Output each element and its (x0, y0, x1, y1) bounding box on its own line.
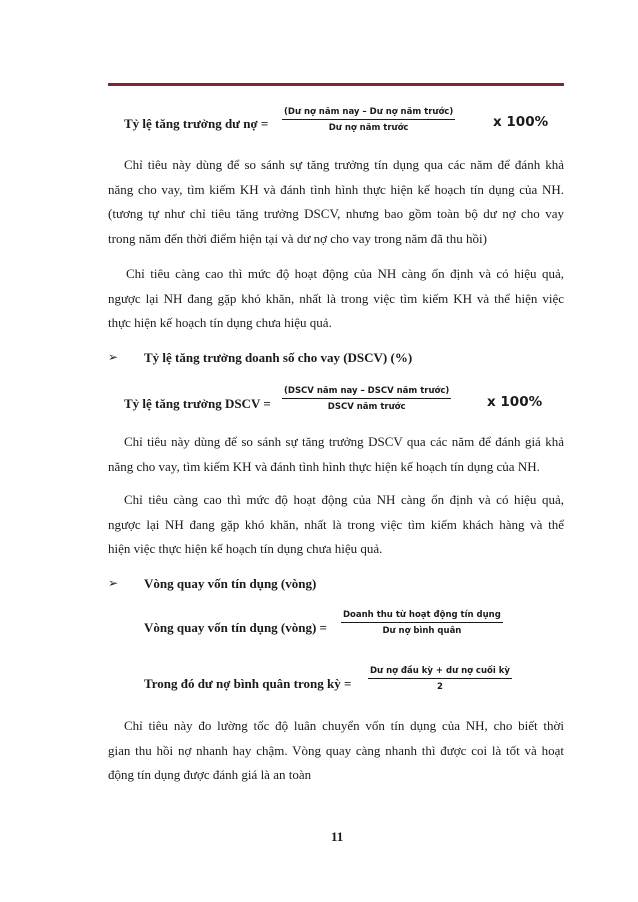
fraction-numerator: (Dư nợ năm nay – Dư nợ năm trước) (284, 107, 454, 117)
fraction-denominator: 2 (437, 682, 443, 692)
fraction-numerator: Dư nợ đầu kỳ + dư nợ cuối kỳ (370, 666, 510, 676)
fraction-denominator: Dư nợ bình quân (382, 626, 462, 636)
text-line: năng cho vay, tìm kiếm KH và đánh tình hình thực hiện kế hoạch tín dụng của NH. (108, 458, 540, 474)
paragraph-dscv-purpose (108, 430, 564, 479)
text-line: gian thu hồi nợ nhanh hay chậm. Vòng quay càng nhanh thì được coi là tốt và hoạt (108, 742, 564, 758)
paragraph-loan-growth-interpretation (108, 262, 564, 336)
heading-credit-turnover: Vòng quay vốn tín dụng (vòng) (144, 576, 317, 591)
text-line: Chỉ tiêu này dùng để so sánh sự tăng trưởng DSCV qua các năm để đánh giá khả (124, 434, 564, 449)
formula-fraction-dscv-growth (282, 386, 451, 412)
text-line: (tương tự như chỉ tiêu tăng trưởng DSCV, nhưng bao gồm toàn bộ dư nợ cho vay (108, 206, 564, 221)
multiplier-100-percent: x 100% (493, 114, 549, 130)
formula-label-average-loan: Trong đó dư nợ bình quân trong kỳ = (144, 676, 352, 691)
text-line: trong năm đến thời điểm hiện tại và dư nợ cho vay trong năm đã thu hồi) (108, 230, 487, 246)
paragraph-loan-growth-purpose (108, 153, 564, 251)
text-line: động tín dụng được đánh giá là an toàn (108, 767, 312, 782)
text-line: Chỉ tiêu càng cao thì mức độ hoạt động của NH càng ổn định và có hiệu quả, (126, 266, 564, 281)
text-line: Chỉ tiêu càng cao thì mức độ hoạt động của NH càng ổn định và có hiệu quả, (124, 492, 564, 507)
formula-label-dscv-growth: Tỷ lệ tăng trưởng DSCV = (124, 396, 271, 411)
text-line: hiện việc thực hiện kế hoạch tín dụng chưa hiệu quả. (108, 541, 383, 556)
text-line: ngược lại NH đang gặp khó khăn, nhất là trong việc tìm kiếm khách hàng và thể (108, 516, 564, 532)
text-line: năng cho vay, tìm kiếm KH và đánh tình hình thực hiện kế hoạch tín dụng của NH. (108, 181, 564, 197)
header-rule (108, 83, 564, 86)
text-line: Chỉ tiêu này dùng để so sánh sự tăng trưởng tín dụng qua các năm để đánh khả (124, 157, 564, 172)
paragraph-dscv-interpretation (108, 488, 564, 562)
formula-fraction-loan-growth (282, 107, 455, 133)
fraction-denominator: DSCV năm trước (327, 402, 406, 412)
formula-label-loan-growth: Tỷ lệ tăng trưởng dư nợ = (124, 116, 269, 131)
formula-fraction-average-loan (368, 666, 512, 692)
formula-label-credit-turnover: Vòng quay vốn tín dụng (vòng) = (144, 620, 327, 635)
page-number: 11 (331, 829, 344, 844)
heading-dscv-growth: Tỷ lệ tăng trưởng doanh số cho vay (DSCV) (%) (144, 350, 413, 365)
formula-fraction-credit-turnover (341, 610, 503, 636)
fraction-numerator: (DSCV năm nay – DSCV năm trước) (284, 386, 450, 396)
arrow-bullet-icon: ➢ (108, 350, 119, 364)
text-line: ngược lại NH đang gặp khó khăn, nhất là trong việc tìm kiếm KH và thể hiện việc (108, 290, 564, 306)
multiplier-100-percent: x 100% (487, 394, 543, 410)
fraction-denominator: Dư nợ năm trước (328, 123, 409, 133)
paragraph-credit-turnover-meaning (108, 714, 564, 788)
text-line: thực hiện kế hoạch tín dụng chưa hiệu quả. (108, 315, 332, 330)
fraction-numerator: Doanh thu từ hoạt động tín dụng (343, 610, 501, 620)
text-line: Chỉ tiêu này đo lường tốc độ luân chuyển vốn tín dụng của NH, cho biết thời (124, 718, 564, 733)
arrow-bullet-icon: ➢ (108, 576, 119, 590)
